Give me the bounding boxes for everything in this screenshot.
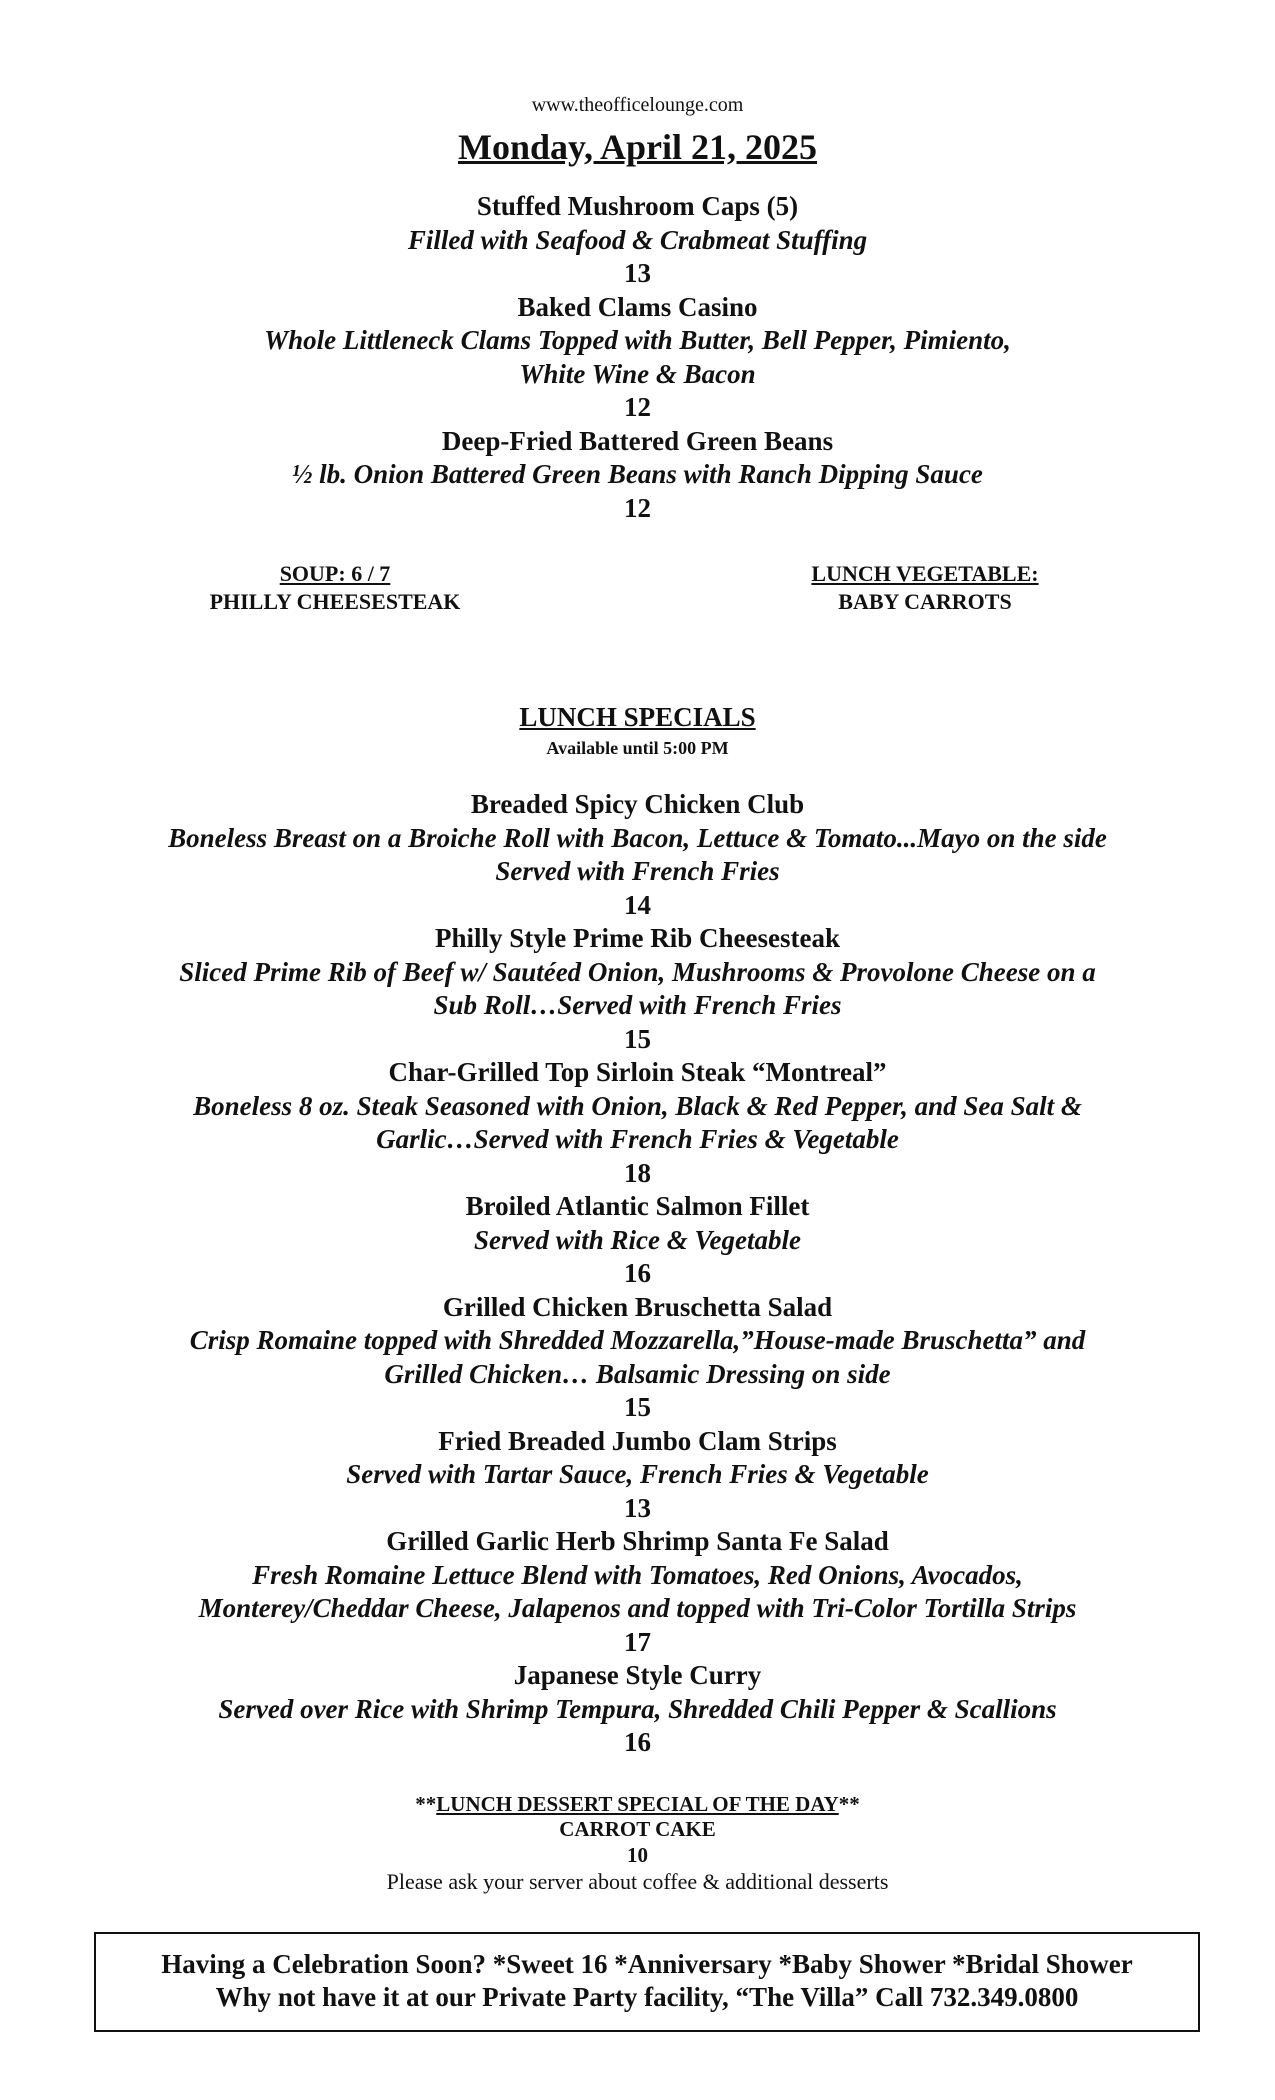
vegetable-section xyxy=(780,560,1070,616)
item-name: Breaded Spicy Chicken Club xyxy=(470,789,805,819)
soup-label: SOUP: 6 / 7 xyxy=(279,561,391,586)
item-description: Boneless Breast on a Broiche Roll with Bacon, Lettuce & Tomato...Mayo on the side xyxy=(168,822,1107,853)
item-description: Served with Tartar Sauce, French Fries & Vegetable xyxy=(346,1459,929,1489)
item-name: Grilled Garlic Herb Shrimp Santa Fe Salad xyxy=(386,1526,889,1556)
item-description: Monterey/Cheddar Cheese, Jalapenos and topped with Tri-Color Tortilla Strips xyxy=(198,1593,1077,1623)
dessert-section xyxy=(0,1792,1275,1896)
item-description: ½ lb. Onion Battered Green Beans with Ranch Dipping Sauce xyxy=(292,459,983,489)
item-price: 18 xyxy=(624,1157,651,1188)
item-name: Stuffed Mushroom Caps (5) xyxy=(476,191,799,221)
vegetable-value: BABY CARROTS xyxy=(838,589,1012,614)
item-price: 12 xyxy=(624,392,651,422)
item-description: Served with French Fries xyxy=(495,856,780,886)
menu-item xyxy=(0,788,1275,922)
dessert-note: Please ask your server about coffee & additional desserts xyxy=(386,1869,889,1894)
item-price: 14 xyxy=(624,889,651,920)
soup-section xyxy=(190,560,480,616)
item-price: 13 xyxy=(624,1492,651,1523)
lunch-specials-heading: LUNCH SPECIALS xyxy=(519,702,756,732)
menu-item xyxy=(0,1291,1275,1425)
promo-line-1: Having a Celebration Soon? *Sweet 16 *Anniversary *Baby Shower *Bridal Shower xyxy=(161,1949,1133,1979)
menu-item xyxy=(0,425,1275,526)
item-name: Broiled Atlantic Salmon Fillet xyxy=(465,1191,810,1221)
item-price: 16 xyxy=(624,1727,651,1757)
item-name: Japanese Style Curry xyxy=(513,1660,762,1690)
item-description: Sliced Prime Rib of Beef w/ Sautéed Onion, Mushrooms & Provolone Cheese on a xyxy=(179,956,1096,987)
item-description: Grilled Chicken… Balsamic Dressing on side xyxy=(384,1358,891,1389)
dessert-name: CARROT CAKE xyxy=(559,1817,716,1841)
celebration-promo-box xyxy=(94,1932,1200,2032)
item-description: Served with Rice & Vegetable xyxy=(474,1224,801,1255)
item-description: Garlic…Served with French Fries & Vegetable xyxy=(376,1124,899,1154)
item-price: 16 xyxy=(624,1258,651,1288)
item-description: Boneless 8 oz. Steak Seasoned with Onion, Black & Red Pepper, and Sea Salt & xyxy=(193,1090,1082,1121)
menu-item xyxy=(0,1659,1275,1760)
menu-item xyxy=(0,922,1275,1056)
item-name: Deep-Fried Battered Green Beans xyxy=(441,425,834,456)
item-name: Fried Breaded Jumbo Clam Strips xyxy=(438,1425,837,1456)
item-name: Philly Style Prime Rib Cheesesteak xyxy=(435,923,840,953)
item-description: Fresh Romaine Lettuce Blend with Tomatoes, Red Onions, Avocados, xyxy=(252,1559,1023,1590)
item-description: Crisp Romaine topped with Shredded Mozzarella,”House-made Bruschetta” and xyxy=(189,1325,1086,1355)
item-price: 15 xyxy=(624,1023,651,1054)
soup-value: PHILLY CHEESESTEAK xyxy=(209,589,461,614)
item-description: Served over Rice with Shrimp Tempura, Shredded Chili Pepper & Scallions xyxy=(218,1693,1057,1724)
item-description: White Wine & Bacon xyxy=(519,358,756,389)
menu-item xyxy=(0,1425,1275,1526)
lunch-specials-availability: Available until 5:00 PM xyxy=(546,738,729,758)
item-name: Baked Clams Casino xyxy=(517,291,758,322)
item-name: Char-Grilled Top Sirloin Steak “Montreal” xyxy=(388,1057,887,1087)
menu-item xyxy=(0,190,1275,291)
item-price: 12 xyxy=(624,492,651,523)
dessert-heading xyxy=(0,1792,1275,1817)
appetizer-list xyxy=(0,190,1275,525)
dessert-heading-text: LUNCH DESSERT SPECIAL OF THE DAY xyxy=(436,1792,839,1816)
vegetable-label: LUNCH VEGETABLE: xyxy=(811,561,1039,586)
dessert-heading-suffix: ** xyxy=(838,1792,860,1816)
menu-item xyxy=(0,1056,1275,1190)
item-description: Filled with Seafood & Crabmeat Stuffing xyxy=(407,224,868,255)
promo-line-2: Why not have it at our Private Party facility, “The Villa” Call 732.349.0800 xyxy=(215,1982,1079,2012)
menu-item xyxy=(0,291,1275,425)
website-url: www.theofficelounge.com xyxy=(531,94,744,116)
item-price: 17 xyxy=(624,1626,651,1657)
menu-item xyxy=(0,1525,1275,1659)
item-price: 15 xyxy=(624,1392,651,1422)
menu-item xyxy=(0,1190,1275,1291)
item-price: 13 xyxy=(624,258,651,288)
dessert-heading-prefix: ** xyxy=(415,1792,437,1816)
menu-date: Monday, April 21, 2025 xyxy=(457,127,818,167)
item-description: Sub Roll…Served with French Fries xyxy=(433,990,842,1020)
item-name: Grilled Chicken Bruschetta Salad xyxy=(442,1291,833,1322)
lunch-specials-list xyxy=(0,788,1275,1760)
dessert-price: 10 xyxy=(627,1843,648,1867)
item-description: Whole Littleneck Clams Topped with Butter, Bell Pepper, Pimiento, xyxy=(264,325,1011,355)
